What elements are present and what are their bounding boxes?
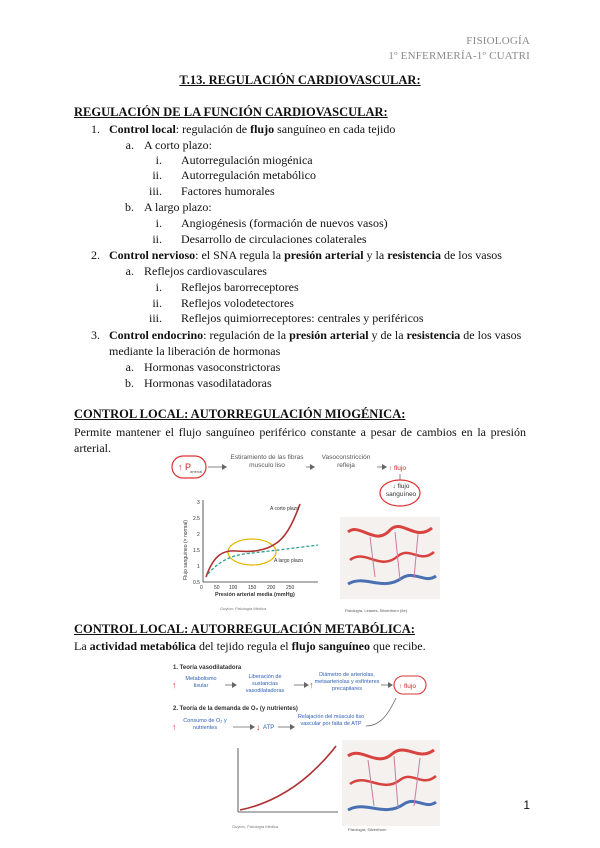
svg-text:0: 0: [200, 585, 203, 591]
page-number: 1: [523, 798, 530, 812]
list-marker: 1.: [91, 122, 100, 136]
svg-text:↓: ↓: [256, 722, 261, 732]
list-item-angiogenesis: Angiogénesis (formación de nuevos vasos): [181, 216, 388, 230]
short-term-curve: [206, 504, 300, 577]
pressure-box-label: ↑ P: [178, 462, 192, 472]
svg-text:2: 2: [197, 532, 200, 538]
list-marker: ii.: [152, 296, 162, 310]
svg-text:50: 50: [214, 585, 220, 591]
svg-text:↑: ↑: [172, 722, 177, 732]
list-item-collateral: Desarrollo de circulaciones colaterales: [181, 232, 367, 246]
list-item-cv-reflexes: Reflejos cardiovasculares: [144, 264, 267, 278]
list-marker: a.: [125, 360, 134, 374]
list-marker: ii.: [152, 232, 162, 246]
list-item-endocrine-cont: mediante la liberación de hormonas: [109, 344, 281, 358]
graph-xlabel: Presión arterial media (mmHg): [215, 592, 295, 598]
svg-text:1: 1: [197, 564, 200, 570]
stretch-step: Estiramiento de las fibras musculo liso: [230, 454, 304, 469]
list-item-metabolic: Autorregulación metabólico: [181, 168, 316, 182]
svg-text:100: 100: [229, 585, 238, 591]
svg-text:250: 250: [286, 585, 295, 591]
myogenic-figure: ↑ P arterial Estiramiento de las fibras musculo liso Vasoconstricción refleja ↑ flujo ↓ flujo sanguíneo Flujo sanguíneo (× normal) 32.52 1.510.5 0 50 100 150 200 250 Presión arterial media (mmHg) A corto plazo A largo plazo Guyton: Fisiología Médica Fisiología, Linares, Silverthorn (5e): [170, 452, 445, 617]
vessel-credit-2: Fisiología, Silverthorn: [348, 827, 387, 832]
paragraph-metabolic: La actividad metabólica del tejido regula el flujo sanguíneo que recibe.: [74, 639, 426, 653]
svg-text:0.5: 0.5: [193, 580, 200, 586]
list-item-vasodilator: Hormonas vasodilatadoras: [144, 376, 272, 390]
svg-text:150: 150: [248, 585, 257, 591]
list-item-chemoreceptor: Reflejos quimiorreceptores: centrales y periféricos: [181, 311, 424, 325]
header-course: 1º ENFERMERÍA-1º CUATRI: [388, 50, 530, 62]
box-relaxation: Relajación del músculo liso vascular por falta de ATP: [297, 714, 365, 727]
list-item-baroreceptor: Reflejos barorreceptores: [181, 280, 299, 294]
list-marker: a.: [125, 264, 134, 278]
vasoconstriction-step: Vasoconstricción refleja: [321, 454, 371, 469]
list-marker: iii.: [148, 184, 162, 198]
svg-text:2.5: 2.5: [193, 516, 200, 522]
list-marker: i.: [155, 216, 162, 230]
vessel-credit: Fisiología, Linares, Silverthorn (5e): [345, 608, 408, 613]
list-item-volume-detector: Reflejos volodetectores: [181, 296, 294, 310]
list-item-local-control: Control local: regulación de flujo sanguíneo en cada tejido: [109, 122, 396, 136]
box-diameter: Diámetro de arteriolas, metaarteriolas y esfínteres precapilares: [314, 672, 380, 692]
svg-text:↑: ↑: [172, 680, 177, 690]
list-marker: a.: [125, 138, 134, 152]
header-subject: FISIOLOGÍA: [466, 35, 530, 47]
metabolic-figure: [170, 660, 445, 832]
box-metabolism: Metabolismo tisular: [185, 676, 217, 689]
label-short-term: A corto plazo: [270, 506, 299, 512]
label-long-term: A largo plazo: [274, 558, 303, 564]
graph-caption: Guyton: Fisiología Médica: [220, 606, 267, 611]
list-marker: i.: [155, 153, 162, 167]
section-heading-myogenic: CONTROL LOCAL: AUTORREGULACIÓN MIOGÉNICA:: [74, 407, 406, 421]
page-title: T.13. REGULACIÓN CARDIOVASCULAR:: [179, 73, 421, 87]
list-item-nervous-control: Control nervioso: el SNA regula la presión arterial y la resistencia de los vasos: [109, 248, 502, 262]
metabolic-curve: [240, 746, 336, 810]
svg-text:↑ flujo: ↑ flujo: [399, 683, 416, 690]
list-marker: b.: [125, 376, 134, 390]
list-item-humoral: Factores humorales: [181, 184, 275, 198]
box-vasodilator-release: Liberación de sustancias vasodilatadoras: [245, 674, 285, 694]
svg-text:↑: ↑: [309, 680, 314, 690]
svg-text:3: 3: [197, 500, 200, 506]
flow-result: ↑ flujo: [389, 465, 406, 472]
list-marker: b.: [125, 200, 134, 214]
metabolic-credit: Guyton, Fisiología Médica: [232, 824, 279, 829]
box-consumption: Consumo de O₂ y nutrientes: [183, 718, 227, 731]
list-item-endocrine-control: Control endocrino: regulación de la presión arterial y de la resistencia de los vasos: [109, 328, 522, 342]
paragraph-myogenic: Permite mantener el flujo sanguíneo periférico constante a pesar de cambios en la presión arterial.: [74, 425, 526, 455]
pressure-box-sub: arterial: [190, 469, 203, 474]
list-marker: 2.: [91, 248, 100, 262]
section-heading-metabolic: CONTROL LOCAL: AUTORREGULACIÓN METABÓLICA:: [74, 622, 415, 636]
list-marker: 3.: [91, 328, 100, 342]
svg-text:200: 200: [267, 585, 276, 591]
theory-2-title: 2. Teoría de la demanda de O₂ (y nutrientes): [173, 706, 298, 712]
list-marker: i.: [155, 280, 162, 294]
theory-1-title: 1. Teoría vasodilatadora: [173, 665, 242, 671]
list-item-vasoconstrictor: Hormonas vasoconstrictoras: [144, 360, 281, 374]
box-atp: ATP: [263, 725, 275, 731]
list-item-long-term: A largo plazo:: [144, 200, 212, 214]
graph-ylabel: Flujo sanguíneo (× normal): [183, 520, 189, 580]
list-marker: iii.: [148, 311, 162, 325]
section-heading-regulation: REGULACIÓN DE LA FUNCIÓN CARDIOVASCULAR:: [74, 105, 388, 119]
svg-text:1.5: 1.5: [193, 548, 200, 554]
list-marker: ii.: [152, 168, 162, 182]
list-item-short-term: A corto plazo:: [144, 138, 212, 152]
list-item-myogenic: Autorregulación miogénica: [181, 153, 313, 167]
